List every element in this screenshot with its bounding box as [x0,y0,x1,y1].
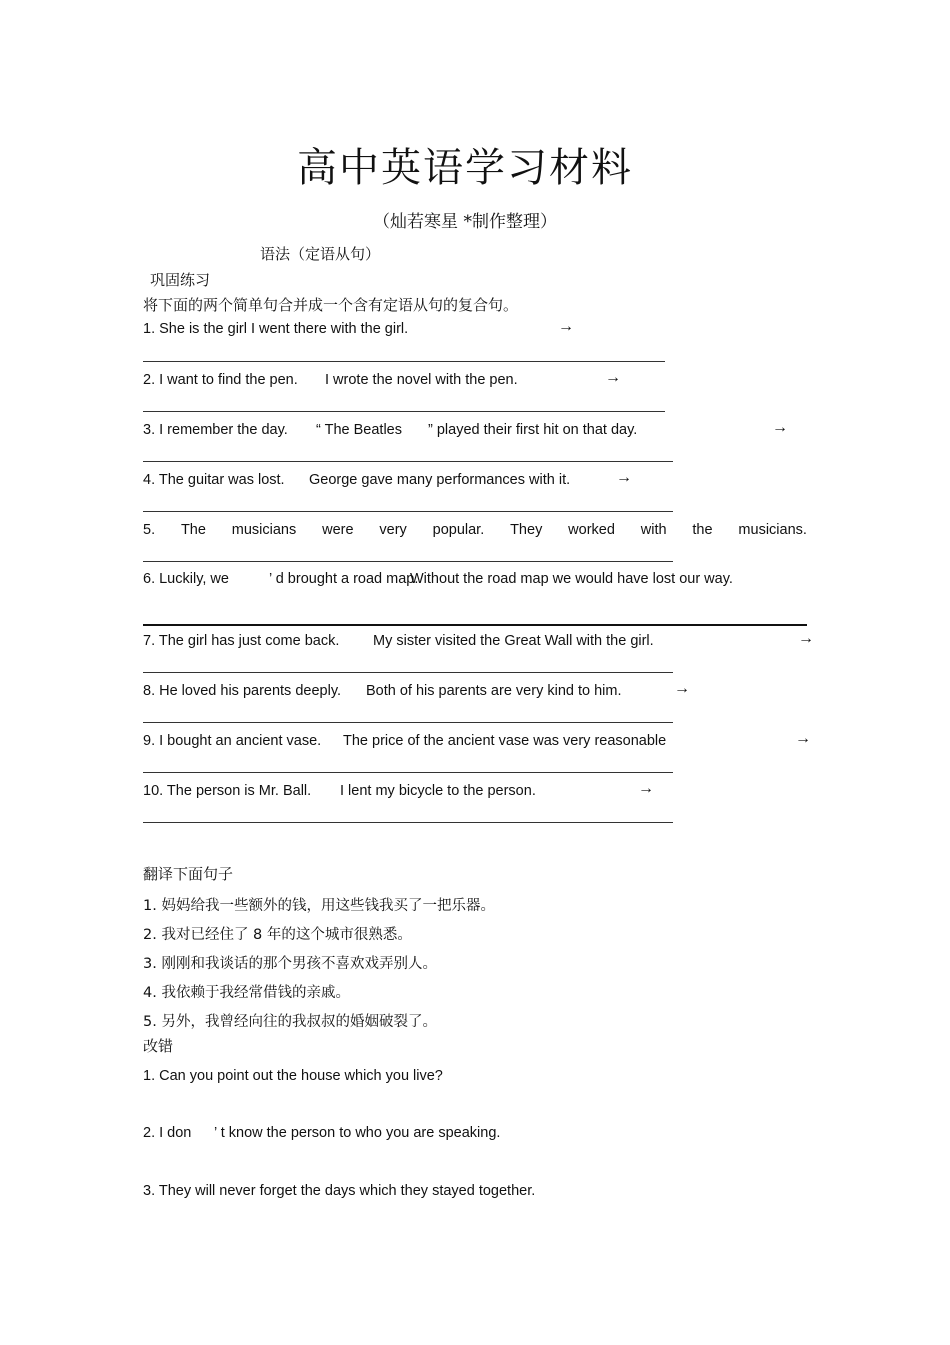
page-title: 高中英语学习材料 [297,145,633,191]
exercise-4-arrow: → [616,469,632,486]
exercise-1-arrow: → [558,318,574,335]
translation-item: 5. 另外，我曾经向往的我叔叔的婚姻破裂了。 [143,1014,437,1030]
exercise-8-text-b: Both of his parents are very kind to him. [366,683,622,699]
exercise-9-answer-line [143,772,673,773]
exercise-8-answer-line [143,722,673,723]
exercise-5-word: worked [568,522,615,538]
exercise-2-arrow: → [605,369,621,386]
exercise-8-arrow: → [674,680,690,697]
translation-item: 3. 刚刚和我谈话的那个男孩不喜欢戏弄别人。 [143,956,437,972]
exercise-3-text-a: 3. I remember the day. [143,422,288,438]
exercise-4-answer-line [143,511,673,512]
instruction-text: 将下面的两个简单句合并成一个含有定语从句的复合句。 [143,296,519,314]
correction-item-1: 1. Can you point out the house which you live? [143,1068,443,1084]
exercise-5-word: were [322,522,354,538]
translation-item: 4. 我依赖于我经常借钱的亲戚。 [143,985,350,1001]
exercise-4-text-a: 4. The guitar was lost. [143,472,285,488]
translation-heading: 翻译下面句子 [143,865,234,883]
exercise-3-answer-line [143,461,673,462]
translation-item: 2. 我对已经住了 8 年的这个城市很熟悉。 [143,927,412,943]
exercise-5-word: very [379,522,407,538]
exercise-5-word: 5. [143,522,156,538]
exercise-7-arrow: → [798,630,814,647]
grammar-heading: 语法（定语从句） [260,245,381,263]
exercise-10-text-a: 10. The person is Mr. Ball. [143,783,312,799]
exercise-6-answer-line [143,624,807,626]
exercise-5-word: popular. [432,522,485,538]
exercise-6-text-a: 6. Luckily, we [143,571,229,587]
correction-item-3: 3. They will never forget the days which they stayed together. [143,1183,536,1199]
exercise-5-word: the [692,522,713,538]
exercise-10-answer-line [143,822,673,823]
exercise-1-text: 1. She is the girl I went there with the girl. [143,321,409,337]
exercise-5-word: The [180,522,206,538]
exercise-6-text-b: ’ d brought a road map. [269,571,419,587]
exercise-7-text-b: My sister visited the Great Wall with the girl. [373,633,654,649]
exercise-9-text-a: 9. I bought an ancient vase. [143,733,322,749]
exercise-5-answer-line [143,561,673,562]
exercise-5-word: They [510,522,543,538]
exercise-2-answer-line [143,411,665,412]
exercise-10-arrow: → [638,780,654,797]
practice-heading: 巩固练习 [150,271,211,289]
exercise-5-word: musicians [231,522,297,538]
exercise-1-answer-line [143,361,665,362]
exercise-5-word: with [640,522,667,538]
exercise-10-text-b: I lent my bicycle to the person. [340,783,536,799]
exercise-8-text-a: 8. He loved his parents deeply. [143,683,342,699]
correction-item-2-a: 2. I don [143,1125,192,1141]
exercise-5-word: musicians. [738,522,807,538]
correction-item-2-b: ’ t know the person to who you are speaking. [214,1125,501,1141]
exercise-7-text-a: 7. The girl has just come back. [143,633,340,649]
translation-item: 1. 妈妈给我一些额外的钱，用这些钱我买了一把乐器。 [143,898,495,914]
exercise-3-arrow: → [772,419,788,436]
correction-heading: 改错 [143,1037,174,1055]
exercise-9-arrow: → [795,730,811,747]
exercise-2-text-b: I wrote the novel with the pen. [325,372,518,388]
exercise-3-text-b: “ The Beatles [316,422,402,438]
exercise-3-text-c: ” played their first hit on that day. [428,422,638,438]
exercise-2-text-a: 2. I want to find the pen. [143,372,298,388]
exercise-9-text-b: The price of the ancient vase was very reasonable [343,733,667,749]
exercise-7-answer-line [143,672,673,673]
exercise-4-text-b: George gave many performances with it. [309,472,571,488]
exercise-6-text-c: Without the road map we would have lost our way. [410,571,733,587]
exercise-5-text [143,522,807,538]
page-subtitle: （灿若寒星 *制作整理） [373,212,557,232]
